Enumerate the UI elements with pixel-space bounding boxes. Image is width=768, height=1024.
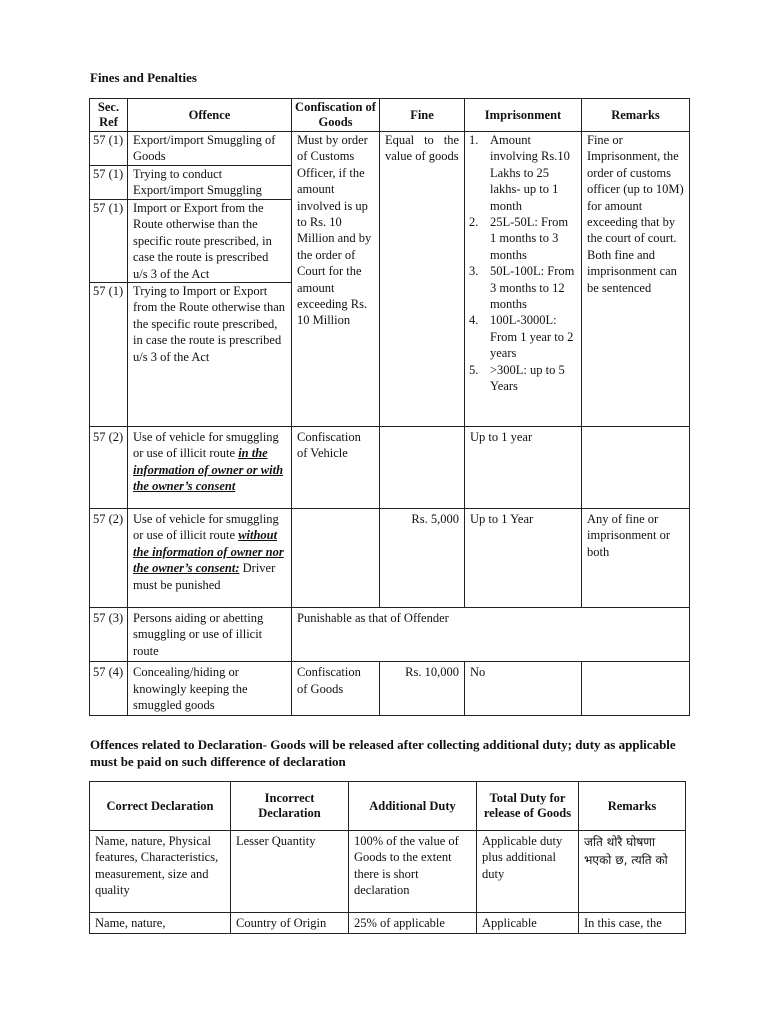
table-row [90,662,690,716]
sec-ref: 57 (1) [93,133,124,147]
remarks-cell [582,427,690,509]
offence-cell: Persons aiding or abetting smuggling or use of illicit route [128,608,292,662]
offence-text: Trying to conduct Export/import Smuggling [128,165,291,199]
col-header-incorrect-declaration: Incorrect Declaration [231,782,349,831]
remarks-cell [582,662,690,716]
col-header-remarks: Remarks [582,99,690,132]
table-row [90,608,690,662]
imprisonment-cell: Up to 1 year [465,427,582,509]
correct-declaration-cell: Name, nature, Physical features, Characteristics, measurement, size and quality [90,831,231,913]
confiscation-cell: Confiscation of Vehicle [292,427,380,509]
total-duty-cell: Applicable [477,913,579,934]
merged-punishment-cell: Punishable as that of Offender [292,608,690,662]
offence-text: Import or Export from the Route otherwise than the specific route prescribed, in case the route is prescribed u/s 3 of the Act [128,199,291,282]
col-header-correct-declaration: Correct Declaration [90,782,231,831]
table-header-row [90,99,690,132]
imprisonment-list [470,132,576,395]
table-row [90,427,690,509]
list-item: 2. 25L-50L: From 1 months to 3 months [469,215,569,262]
sec-ref: 57 (4) [90,662,128,716]
sec-ref: 57 (2) [90,427,128,509]
table-row [90,913,686,934]
table-header-row [90,782,686,831]
confiscation-cell [292,509,380,608]
offence-cell [128,132,292,427]
section-heading-fines: Fines and Penalties [90,70,197,85]
list-item: 5. >300L: up to 5 Years [469,362,565,394]
table-row [90,831,686,913]
fine-cell: Equal to the value of goods [380,132,465,427]
section-heading-declaration: Offences related to Declaration- Goods will be released after collecting additional duty; duty as applicable must be paid on such difference of declaration [90,737,676,769]
sec-ref: 57 (1) [90,199,127,282]
col-header-imprisonment: Imprisonment [465,99,582,132]
col-header-fine: Fine [380,99,465,132]
col-header-remarks: Remarks [579,782,686,831]
fine-cell: Rs. 5,000 [380,509,465,608]
sec-ref-cell [90,132,128,427]
remarks-cell: In this case, the [579,913,686,934]
confiscation-cell: Confiscation of Goods [292,662,380,716]
fine-cell [380,427,465,509]
imprisonment-cell: No [465,662,582,716]
confiscation-cell: Must by order of Customs Officer, if the amount involved is up to Rs. 10 Million and by the order of Court for the amount exceeding Rs. 10 Million [292,132,380,427]
offence-text: Trying to Import or Export from the Route otherwise than the specific route prescribed, in case the route is prescribed u/s 3 of the Act [128,282,291,365]
remarks-cell: जति थोरै घोषणा भएको छ, त्यति को [579,831,686,913]
offence-text: Export/import Smuggling of Goods [133,133,276,164]
sec-ref: 57 (3) [90,608,128,662]
additional-duty-cell: 25% of applicable [349,913,477,934]
col-header-sec-ref: Sec. Ref [90,99,128,132]
col-header-total-duty: Total Duty for release of Goods [477,782,579,831]
offence-cell: Concealing/hiding or knowingly keeping the smuggled goods [128,662,292,716]
col-header-additional-duty: Additional Duty [349,782,477,831]
sec-ref: 57 (1) [90,165,127,199]
list-item: 3. 50L-100L: From 3 months to 12 months [469,264,575,312]
list-item: 1. Amount involving Rs.10 Lakhs to 25 lakhs- up to 1 month [469,133,570,213]
table-row-group-57-1 [90,132,690,427]
incorrect-declaration-cell: Country of Origin [231,913,349,934]
imprisonment-cell [465,132,582,427]
sec-ref: 57 (1) [90,282,127,299]
fines-penalties-table [89,98,690,716]
declaration-table [89,781,686,934]
offence-cell: Use of vehicle for smuggling or use of illicit route in the information of owner or with the owner’s consent [128,427,292,509]
total-duty-cell: Applicable duty plus additional duty [477,831,579,913]
remarks-cell: Fine or Imprisonment, the order of customs officer (up to 10M) for amount exceeding that by the court of court. Both fine and imprisonment can be sentenced [582,132,690,427]
remarks-cell: Any of fine or imprisonment or both [582,509,690,608]
table-row [90,509,690,608]
fine-cell: Rs. 10,000 [380,662,465,716]
offence-cell: Use of vehicle for smuggling or use of illicit route without the information of owner nor the owner’s consent: Driver must be punished [128,509,292,608]
correct-declaration-cell: Name, nature, [90,913,231,934]
col-header-offence: Offence [128,99,292,132]
imprisonment-cell: Up to 1 Year [465,509,582,608]
col-header-confiscation: Confiscation of Goods [292,99,380,132]
sec-ref: 57 (2) [90,509,128,608]
incorrect-declaration-cell: Lesser Quantity [231,831,349,913]
list-item: 4. 100L-3000L: From 1 year to 2 years [469,313,574,361]
additional-duty-cell: 100% of the value of Goods to the extent there is short declaration [349,831,477,913]
